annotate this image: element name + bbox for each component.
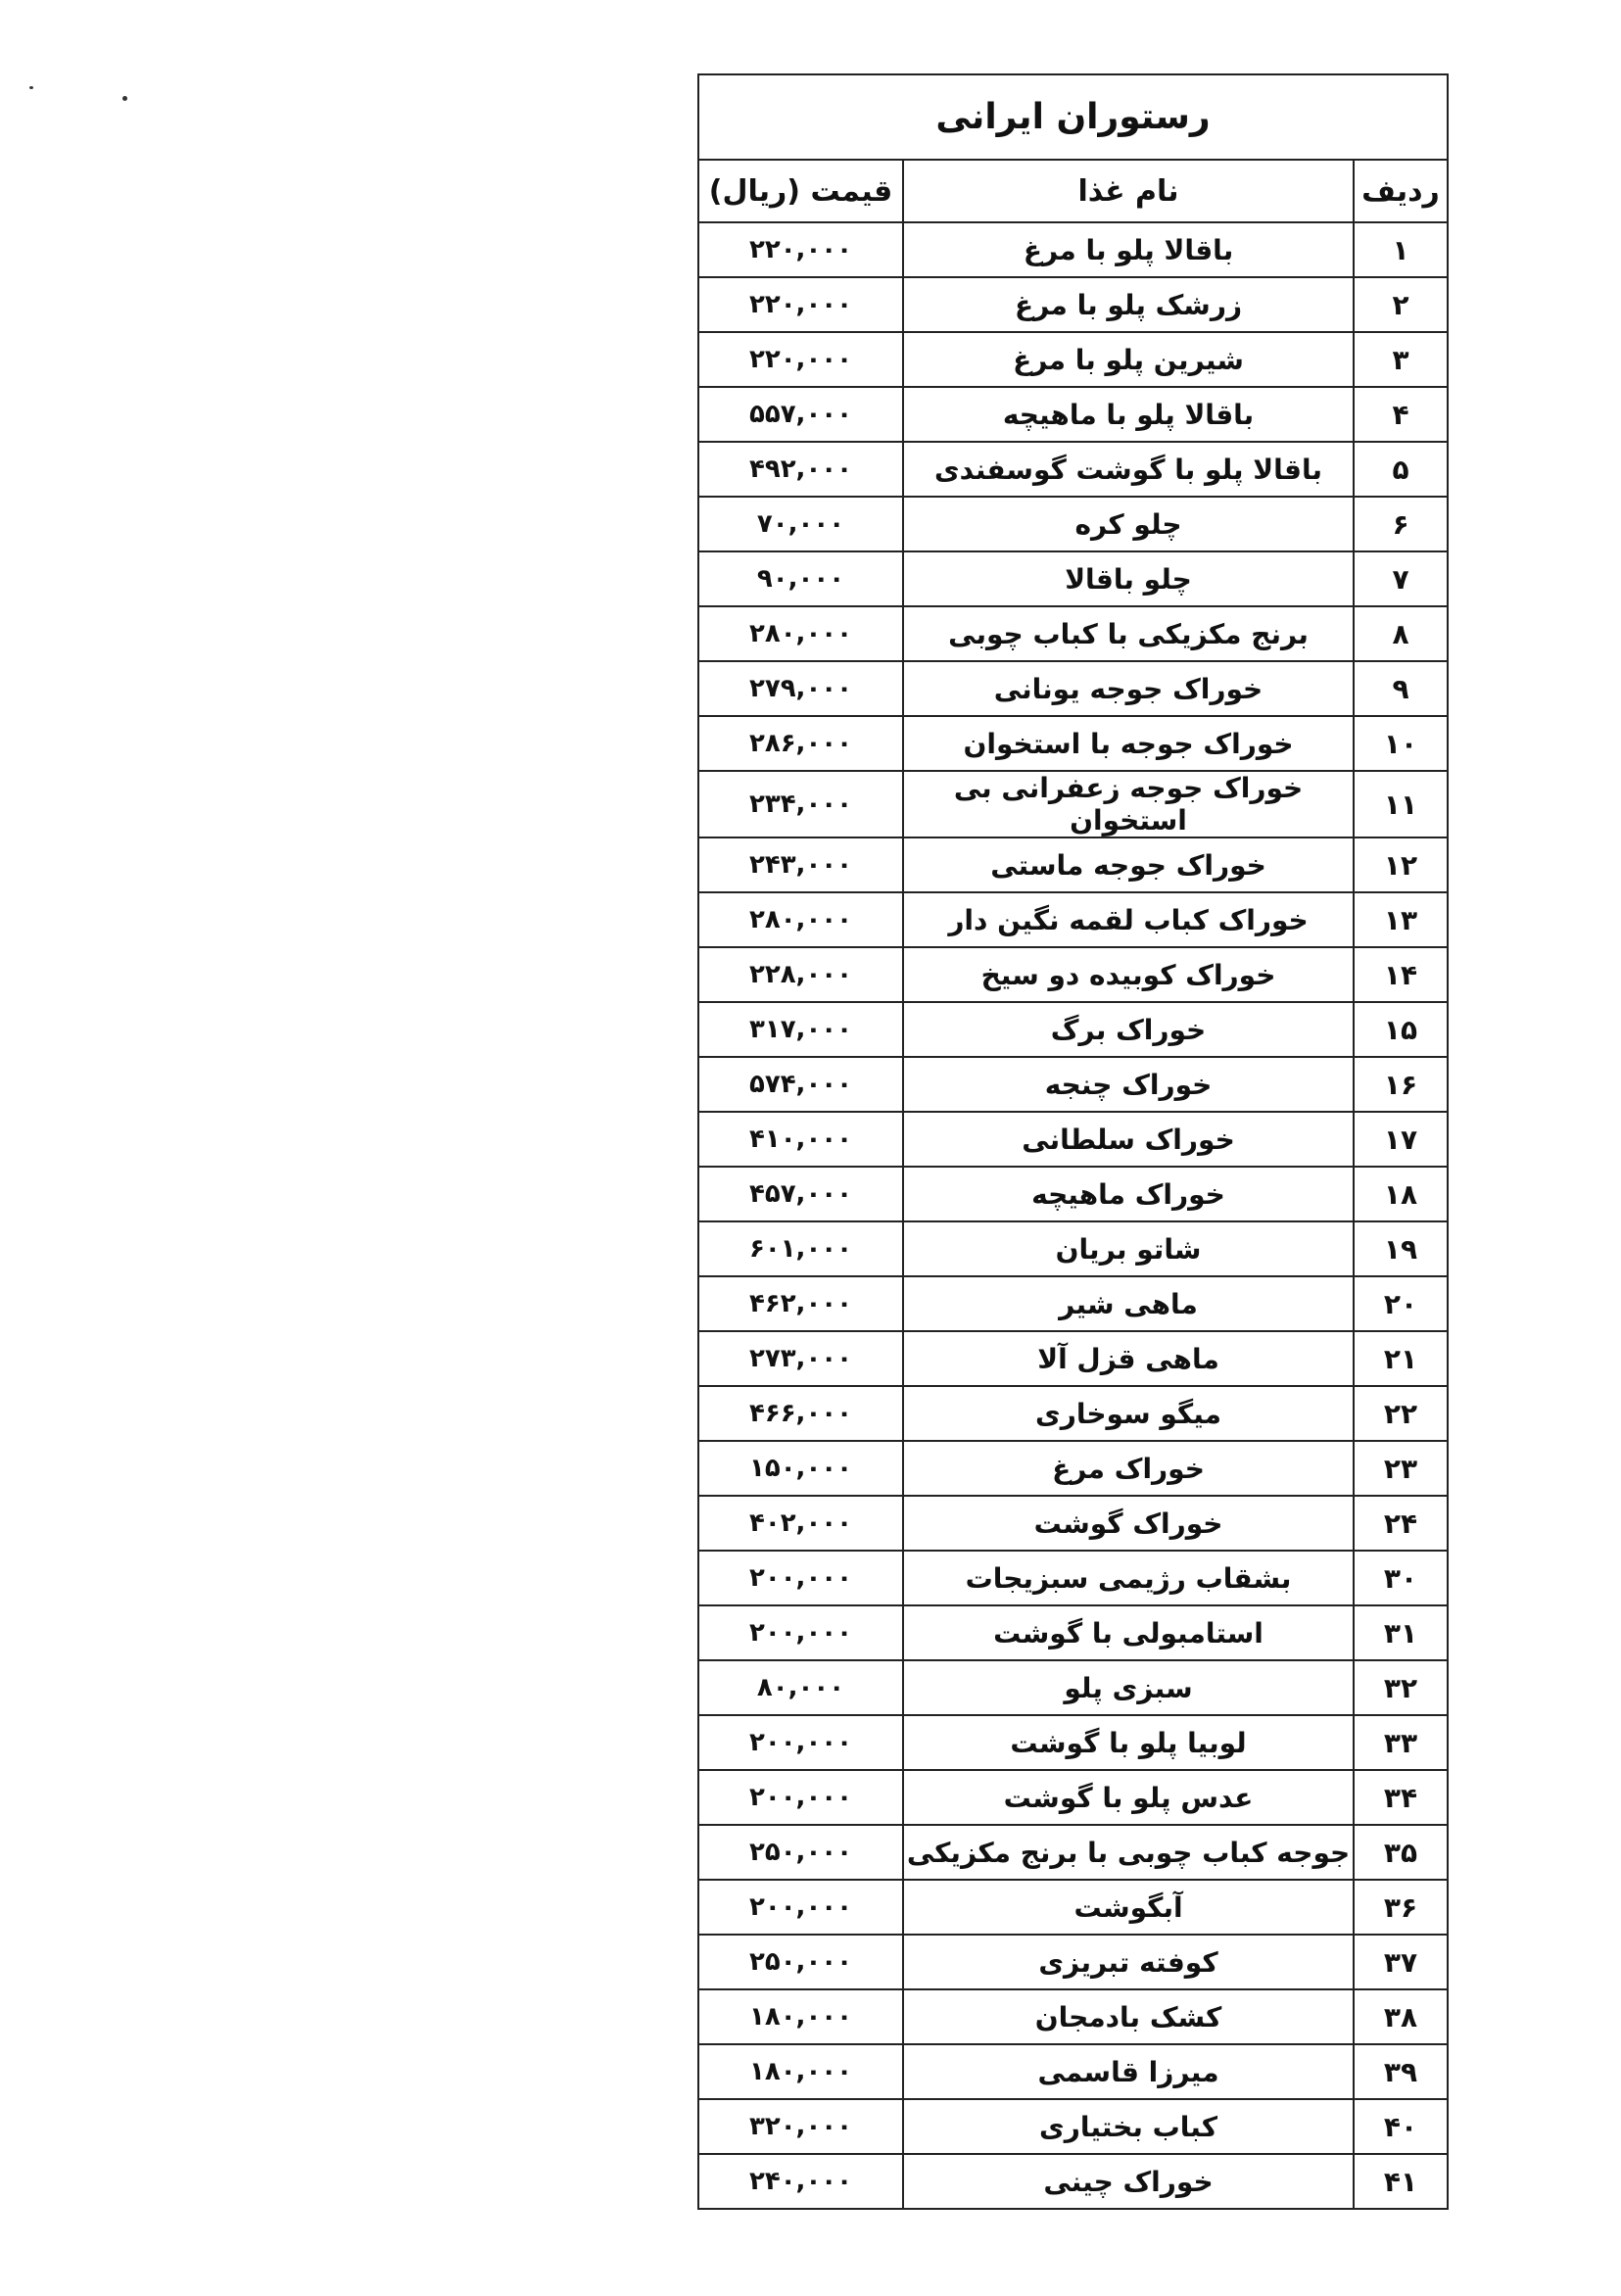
table-row [698, 332, 1448, 387]
table-row [698, 1880, 1448, 1935]
food-price: ۴۱۰,۰۰۰ [698, 1112, 903, 1167]
food-price: ۲۰۰,۰۰۰ [698, 1770, 903, 1825]
row-number: ۲۳ [1354, 1441, 1448, 1496]
table-row [698, 1605, 1448, 1660]
row-number: ۲ [1354, 277, 1448, 332]
food-price: ۲۰۰,۰۰۰ [698, 1880, 903, 1935]
table-row [698, 837, 1448, 892]
table-row [698, 222, 1448, 277]
row-number: ۵ [1354, 442, 1448, 497]
food-price: ۲۳۴,۰۰۰ [698, 771, 903, 837]
food-name: خوراک ماهیچه [903, 1167, 1354, 1221]
table-row [698, 1660, 1448, 1715]
row-number: ۳۰ [1354, 1551, 1448, 1605]
food-price: ۸۰,۰۰۰ [698, 1660, 903, 1715]
food-price: ۲۴۰,۰۰۰ [698, 2154, 903, 2209]
food-price: ۹۰,۰۰۰ [698, 551, 903, 606]
food-price: ۶۰۱,۰۰۰ [698, 1221, 903, 1276]
food-name: باقالا پلو با ماهیچه [903, 387, 1354, 442]
row-number: ۱۵ [1354, 1002, 1448, 1057]
menu-title: رستوران ایرانی [698, 74, 1448, 160]
food-price: ۷۰,۰۰۰ [698, 497, 903, 551]
food-name: کباب بختیاری [903, 2099, 1354, 2154]
menu-body [698, 222, 1448, 2209]
row-number: ۳۵ [1354, 1825, 1448, 1880]
table-row [698, 771, 1448, 837]
header-food-name: نام غذا [903, 160, 1354, 222]
row-number: ۴۱ [1354, 2154, 1448, 2209]
table-row [698, 1770, 1448, 1825]
row-number: ۳۷ [1354, 1935, 1448, 1989]
table-row [698, 2154, 1448, 2209]
food-price: ۳۲۰,۰۰۰ [698, 2099, 903, 2154]
food-name: ماهی قزل آلا [903, 1331, 1354, 1386]
food-name: برنج مکزیکی با کباب چوبی [903, 606, 1354, 661]
row-number: ۱۶ [1354, 1057, 1448, 1112]
row-number: ۱۳ [1354, 892, 1448, 947]
table-row [698, 1825, 1448, 1880]
food-price: ۲۲۰,۰۰۰ [698, 222, 903, 277]
food-price: ۱۸۰,۰۰۰ [698, 1989, 903, 2044]
row-number: ۲۱ [1354, 1331, 1448, 1386]
food-name: خوراک چنجه [903, 1057, 1354, 1112]
food-price: ۵۵۷,۰۰۰ [698, 387, 903, 442]
food-price: ۲۰۰,۰۰۰ [698, 1551, 903, 1605]
row-number: ۳۶ [1354, 1880, 1448, 1935]
row-number: ۱۸ [1354, 1167, 1448, 1221]
table-row [698, 277, 1448, 332]
food-price: ۲۲۰,۰۰۰ [698, 332, 903, 387]
table-row [698, 1386, 1448, 1441]
table-row [698, 1167, 1448, 1221]
food-name: کوفته تبریزی [903, 1935, 1354, 1989]
row-number: ۳ [1354, 332, 1448, 387]
table-row [698, 1441, 1448, 1496]
food-name: عدس پلو با گوشت [903, 1770, 1354, 1825]
food-price: ۴۶۶,۰۰۰ [698, 1386, 903, 1441]
food-name: خوراک کوبیده دو سیخ [903, 947, 1354, 1002]
table-row [698, 1551, 1448, 1605]
food-price: ۴۰۲,۰۰۰ [698, 1496, 903, 1551]
food-price: ۴۹۲,۰۰۰ [698, 442, 903, 497]
header-row-number: ردیف [1354, 160, 1448, 222]
row-number: ۱۹ [1354, 1221, 1448, 1276]
food-name: سبزی پلو [903, 1660, 1354, 1715]
row-number: ۱۴ [1354, 947, 1448, 1002]
food-price: ۴۶۲,۰۰۰ [698, 1276, 903, 1331]
food-name: خوراک سلطانی [903, 1112, 1354, 1167]
food-name: شاتو بریان [903, 1221, 1354, 1276]
table-row [698, 387, 1448, 442]
table-row [698, 1002, 1448, 1057]
row-number: ۳۸ [1354, 1989, 1448, 2044]
food-name: باقالا پلو با مرغ [903, 222, 1354, 277]
food-name: خوراک مرغ [903, 1441, 1354, 1496]
food-name: خوراک جوجه زعفرانی بی استخوان [903, 771, 1354, 837]
header-row [698, 160, 1448, 222]
table-row [698, 947, 1448, 1002]
table-row [698, 1331, 1448, 1386]
food-price: ۳۱۷,۰۰۰ [698, 1002, 903, 1057]
row-number: ۱۷ [1354, 1112, 1448, 1167]
row-number: ۳۱ [1354, 1605, 1448, 1660]
table-row [698, 1221, 1448, 1276]
table-row [698, 892, 1448, 947]
row-number: ۲۴ [1354, 1496, 1448, 1551]
food-name: شیرین پلو با مرغ [903, 332, 1354, 387]
table-row [698, 2099, 1448, 2154]
table-row [698, 2044, 1448, 2099]
row-number: ۶ [1354, 497, 1448, 551]
food-name: لوبیا پلو با گوشت [903, 1715, 1354, 1770]
header-price: قیمت (ریال) [698, 160, 903, 222]
table-row [698, 1112, 1448, 1167]
table-row [698, 1057, 1448, 1112]
food-price: ۱۸۰,۰۰۰ [698, 2044, 903, 2099]
food-name: خوراک جوجه با استخوان [903, 716, 1354, 771]
row-number: ۱۲ [1354, 837, 1448, 892]
table-row [698, 716, 1448, 771]
food-name: ماهی شیر [903, 1276, 1354, 1331]
food-price: ۲۸۰,۰۰۰ [698, 606, 903, 661]
row-number: ۳۹ [1354, 2044, 1448, 2099]
table-row [698, 1715, 1448, 1770]
food-name: بشقاب رژیمی سبزیجات [903, 1551, 1354, 1605]
food-price: ۱۵۰,۰۰۰ [698, 1441, 903, 1496]
table-row [698, 442, 1448, 497]
food-price: ۲۲۰,۰۰۰ [698, 277, 903, 332]
food-name: کشک بادمجان [903, 1989, 1354, 2044]
row-number: ۱۰ [1354, 716, 1448, 771]
food-name: آبگوشت [903, 1880, 1354, 1935]
food-name: میرزا قاسمی [903, 2044, 1354, 2099]
scan-speck [122, 96, 127, 101]
food-price: ۴۵۷,۰۰۰ [698, 1167, 903, 1221]
food-price: ۲۴۳,۰۰۰ [698, 837, 903, 892]
food-price: ۲۷۳,۰۰۰ [698, 1331, 903, 1386]
food-name: زرشک پلو با مرغ [903, 277, 1354, 332]
food-name: چلو کره [903, 497, 1354, 551]
row-number: ۳۳ [1354, 1715, 1448, 1770]
food-name: استامبولی با گوشت [903, 1605, 1354, 1660]
food-price: ۲۷۹,۰۰۰ [698, 661, 903, 716]
table-row [698, 1935, 1448, 1989]
food-price: ۲۵۰,۰۰۰ [698, 1935, 903, 1989]
food-name: خوراک گوشت [903, 1496, 1354, 1551]
food-price: ۲۰۰,۰۰۰ [698, 1715, 903, 1770]
food-name: خوراک برگ [903, 1002, 1354, 1057]
food-price: ۲۸۶,۰۰۰ [698, 716, 903, 771]
table-row [698, 551, 1448, 606]
food-price: ۵۷۴,۰۰۰ [698, 1057, 903, 1112]
food-name: میگو سوخاری [903, 1386, 1354, 1441]
food-name: خوراک جوجه یونانی [903, 661, 1354, 716]
title-row [698, 74, 1448, 160]
food-price: ۲۲۸,۰۰۰ [698, 947, 903, 1002]
food-name: چلو باقالا [903, 551, 1354, 606]
food-price: ۲۰۰,۰۰۰ [698, 1605, 903, 1660]
food-name: باقالا پلو با گوشت گوسفندی [903, 442, 1354, 497]
table-row [698, 661, 1448, 716]
row-number: ۱۱ [1354, 771, 1448, 837]
row-number: ۲۰ [1354, 1276, 1448, 1331]
food-name: خوراک چینی [903, 2154, 1354, 2209]
table-row [698, 1989, 1448, 2044]
food-name: خوراک کباب لقمه نگین دار [903, 892, 1354, 947]
row-number: ۹ [1354, 661, 1448, 716]
row-number: ۴ [1354, 387, 1448, 442]
food-price: ۲۵۰,۰۰۰ [698, 1825, 903, 1880]
row-number: ۳۲ [1354, 1660, 1448, 1715]
row-number: ۳۴ [1354, 1770, 1448, 1825]
scan-speck [29, 86, 33, 89]
table-row [698, 606, 1448, 661]
table-row [698, 1496, 1448, 1551]
menu-table [697, 73, 1449, 2210]
row-number: ۷ [1354, 551, 1448, 606]
food-price: ۲۸۰,۰۰۰ [698, 892, 903, 947]
food-name: خوراک جوجه ماستی [903, 837, 1354, 892]
row-number: ۴۰ [1354, 2099, 1448, 2154]
row-number: ۸ [1354, 606, 1448, 661]
row-number: ۱ [1354, 222, 1448, 277]
food-name: جوجه کباب چوبی با برنج مکزیکی [903, 1825, 1354, 1880]
table-row [698, 497, 1448, 551]
table-row [698, 1276, 1448, 1331]
row-number: ۲۲ [1354, 1386, 1448, 1441]
